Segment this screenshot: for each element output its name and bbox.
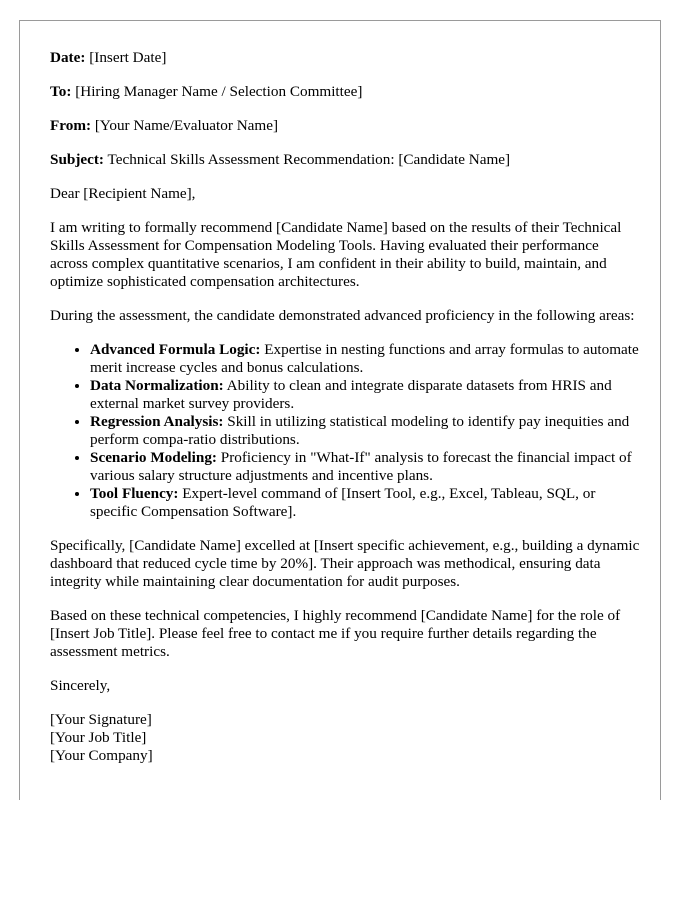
subject-line — [50, 151, 640, 169]
skill-text: Skill in utilizing statistical modeling to identify pay inequities and perform compa-ratio distributions. — [90, 413, 630, 448]
skill-title: Advanced Formula Logic: — [90, 341, 261, 358]
skill-title: Data Normalization: — [90, 377, 224, 394]
letter-page — [19, 20, 661, 800]
salutation: Dear [Recipient Name], — [50, 185, 196, 202]
skill-text: Expert-level command of [Insert Tool, e.g., Excel, Tableau, SQL, or specific Compensation Software]. — [90, 485, 596, 520]
signature-block — [50, 711, 640, 765]
skill-title: Regression Analysis: — [90, 413, 224, 430]
intro-paragraph: I am writing to formally recommend [Candidate Name] based on the results of their Technical Skills Assessment for Compensation Modeling Tools. Having evaluated their performance across complex quantitative scenarios, I am confident in their ability to build, maintain, and optimize sophisticated compensation architectures. — [50, 219, 622, 290]
skill-item — [90, 377, 640, 413]
signature-line: [Your Signature] — [50, 711, 152, 728]
skill-text: Ability to clean and integrate disparate datasets from HRIS and external market survey providers. — [90, 377, 612, 412]
skills-list — [50, 341, 640, 521]
job-title-line: [Your Job Title] — [50, 729, 147, 746]
signoff: Sincerely, — [50, 677, 111, 694]
to-line — [50, 83, 640, 101]
date-line — [50, 49, 640, 67]
skill-item — [90, 449, 640, 485]
to-label: To: — [50, 83, 72, 100]
specific-achievement-paragraph: Specifically, [Candidate Name] excelled at [Insert specific achievement, e.g., building a dynamic dashboard that reduced cycle time by 20%]. Their approach was methodical, ensuring data integrity while maintaining clear documentation for audit purposes. — [50, 537, 640, 590]
skill-item — [90, 413, 640, 449]
subject-label: Subject: — [50, 151, 104, 168]
skill-text: Proficiency in "What-If" analysis to forecast the financial impact of various salary structure adjustments and incentive plans. — [90, 449, 632, 484]
to-value: [Hiring Manager Name / Selection Committee] — [75, 83, 363, 100]
skill-title: Scenario Modeling: — [90, 449, 217, 466]
date-value: [Insert Date] — [89, 49, 167, 66]
date-label: Date: — [50, 49, 86, 66]
skill-item — [90, 485, 640, 521]
skill-item — [90, 341, 640, 377]
from-value: [Your Name/Evaluator Name] — [94, 117, 279, 134]
from-label: From: — [50, 117, 92, 134]
skill-text: Expertise in nesting functions and array formulas to automate merit increase cycles and bonus calculations. — [90, 341, 639, 376]
skill-title: Tool Fluency: — [90, 485, 179, 502]
areas-lead-paragraph: During the assessment, the candidate demonstrated advanced proficiency in the following areas: — [50, 307, 635, 324]
subject-value: Technical Skills Assessment Recommendation: [Candidate Name] — [107, 151, 511, 168]
letter-body — [50, 49, 640, 781]
from-line — [50, 117, 640, 135]
closing-paragraph: Based on these technical competencies, I highly recommend [Candidate Name] for the role of [Insert Job Title]. Please feel free to contact me if you require further details regarding the assessment metrics. — [50, 607, 621, 660]
company-line: [Your Company] — [50, 747, 153, 764]
